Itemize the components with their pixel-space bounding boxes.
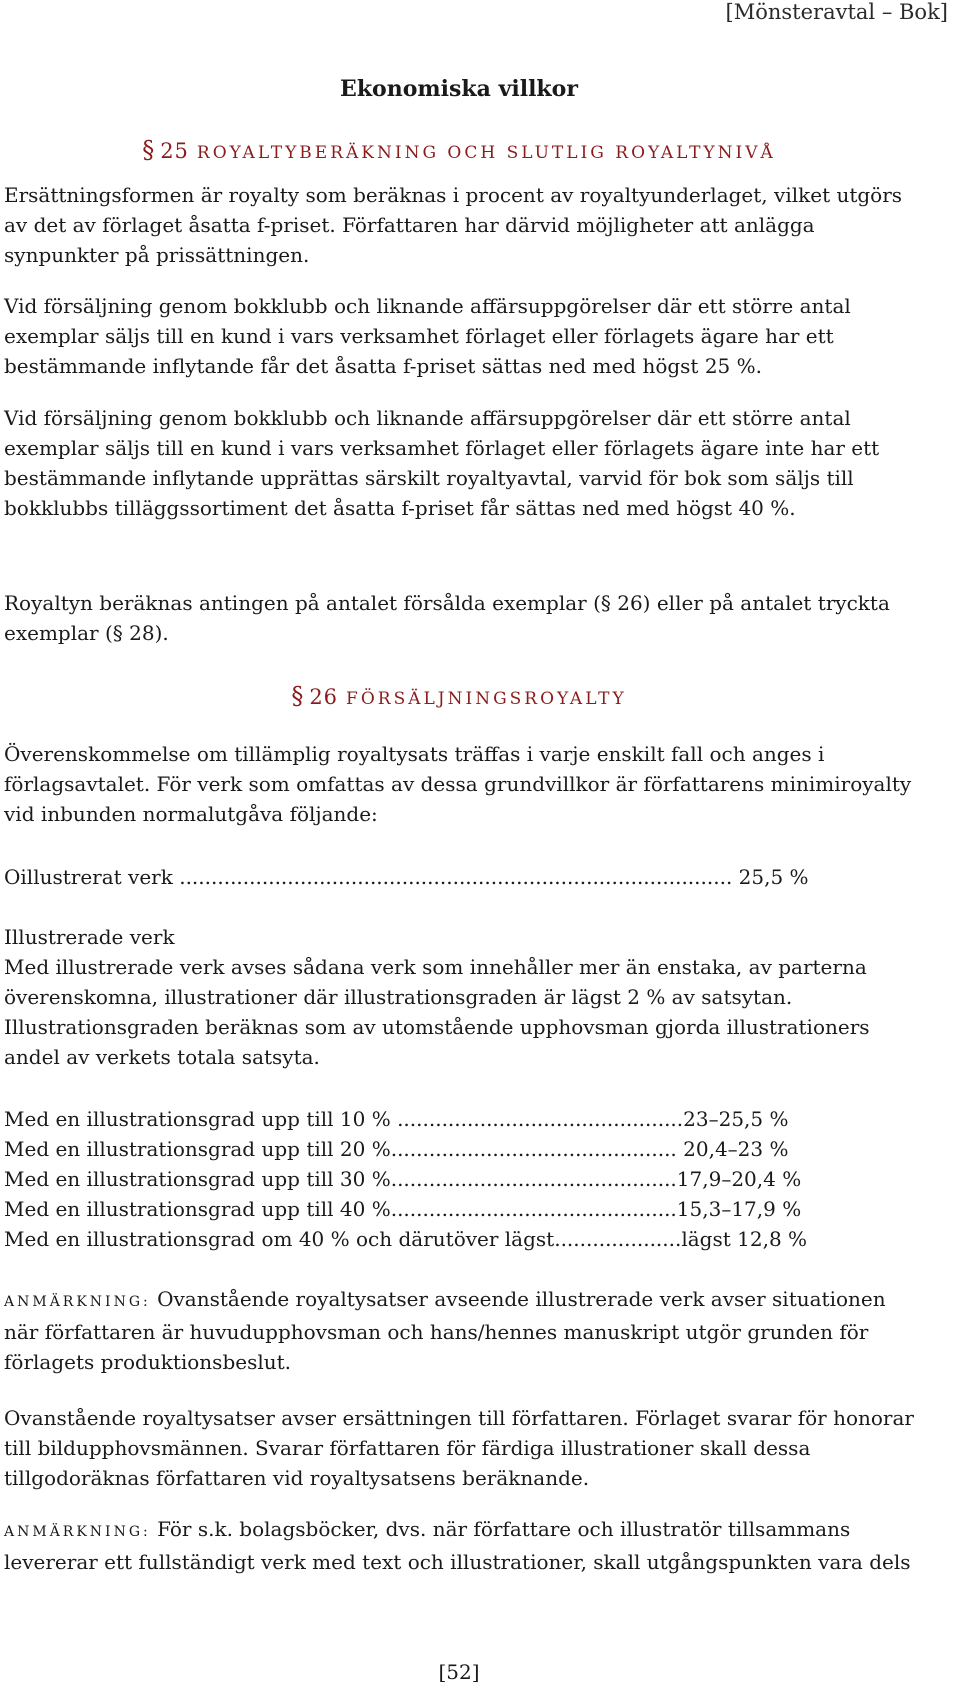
note-illustrated-royalty (4, 1284, 914, 1377)
paragraph-royalty-basis (4, 588, 914, 648)
page-number: [52] (438, 1660, 480, 1684)
paragraph-bookclub-independent (4, 403, 914, 523)
note-label: ANMÄRKNING: (4, 1294, 151, 1310)
text-line: vid inbunden normalutgåva följande: (4, 802, 378, 826)
text-line (4, 1514, 914, 1547)
royalty-line: Med en illustrationsgrad upp till 30 %.............................................17,9–20,4 % (4, 1167, 802, 1191)
text-line: tillgodoräknas författaren vid royaltysatsens beräknande. (4, 1466, 590, 1490)
text-line: exemplar (§ 28). (4, 621, 169, 645)
section-heading-25 (0, 136, 918, 164)
text-line: exemplar säljs till en kund i vars verksamhet förlaget eller förlagets ägare inte har ett (4, 436, 880, 460)
text-line: Illustrationsgraden beräknas som av utomstående upphovsman gjorda illustrationers (4, 1015, 870, 1039)
text-line: till bildupphovsmännen. Svarar författaren för färdiga illustrationer skall dessa (4, 1436, 811, 1460)
text-line: Illustrerade verk (4, 925, 175, 949)
paragraph-illustrated-works (4, 922, 914, 1072)
royalty-table-illustrated (4, 1104, 914, 1254)
text-line: överenskomna, illustrationer där illustrationsgraden är lägst 2 % av satsytan. (4, 985, 793, 1009)
section-number: 25 (160, 139, 189, 163)
royalty-line: Med en illustrationsgrad upp till 40 %.............................................15,3–17,9 % (4, 1197, 802, 1221)
text-line: levererar ett fullständigt verk med text och illustrationer, skall utgångspunkten vara dels (4, 1550, 911, 1574)
section-title: FÖRSÄLJNINGSROYALTY (346, 689, 627, 709)
royalty-line: Med en illustrationsgrad om 40 % och därutöver lägst....................lägst 12,8 % (4, 1227, 808, 1251)
section-sign: § (291, 682, 304, 710)
text-line: Vid försäljning genom bokklubb och liknande affärsuppgörelser där ett större antal (4, 294, 851, 318)
text-line: Överenskommelse om tillämplig royaltysats träffas i varje enskilt fall och anges i (4, 742, 825, 766)
paragraph-bookclub-owned (4, 291, 914, 381)
royalty-line-unillustrated: Oillustrerat verk ....................................................................................... 25,5 % (4, 865, 809, 889)
text-line: synpunkter på prissättningen. (4, 243, 310, 267)
text-line: Ersättningsformen är royalty som beräknas i procent av royaltyunderlaget, vilket utgörs (4, 183, 903, 207)
text-line: Royaltyn beräknas antingen på antalet försålda exemplar (§ 26) eller på antalet tryckta (4, 591, 890, 615)
text-line: Ovanstående royaltysatser avser ersättningen till författaren. Förlaget svarar för honorar (4, 1406, 914, 1430)
section-heading-26 (0, 682, 918, 710)
text-line: Med illustrerade verk avses sådana verk som innehåller mer än enstaka, av parterna (4, 955, 867, 979)
section-number: 26 (309, 685, 339, 709)
text-line: Vid försäljning genom bokklubb och liknande affärsuppgörelser där ett större antal (4, 406, 851, 430)
note-text: För s.k. bolagsböcker, dvs. när författare och illustratör tillsammans (150, 1517, 851, 1541)
page-title: Ekonomiska villkor (340, 76, 578, 102)
text-line: förlagets produktionsbeslut. (4, 1350, 292, 1374)
text-line: andel av verkets totala satsyta. (4, 1045, 320, 1069)
text-line: bestämmande inflytande får det åsatta f-priset sättas ned med högst 25 %. (4, 354, 762, 378)
text-line (4, 1284, 914, 1317)
text-line: bestämmande inflytande upprättas särskilt royaltyavtal, varvid för bok som säljs till (4, 466, 854, 490)
paragraph-illustrator-fees (4, 1403, 914, 1493)
section-title: ROYALTYBERÄKNING OCH SLUTLIG ROYALTYNIVÅ (196, 143, 776, 163)
text-line: av det av förlaget åsatta f-priset. Författaren har därvid möjligheter att anlägga (4, 213, 815, 237)
note-label: ANMÄRKNING: (4, 1524, 151, 1540)
paragraph-agreement (4, 739, 914, 829)
text-line: förlagsavtalet. För verk som omfattas av dessa grundvillkor är författarens minimiroyalty (4, 772, 912, 796)
royalty-line: Med en illustrationsgrad upp till 20 %............................................. 20,4–23 % (4, 1137, 789, 1161)
note-company-books (4, 1514, 914, 1577)
text-line: bokklubbs tilläggssortiment det åsatta f-priset får sättas ned med högst 40 %. (4, 496, 796, 520)
section-sign: § (142, 136, 155, 164)
royalty-line: Med en illustrationsgrad upp till 10 % .............................................23–25,5 % (4, 1107, 789, 1131)
note-text: Ovanstående royaltysatser avseende illustrerade verk avser situationen (150, 1287, 886, 1311)
document-header-tag: [Mönsteravtal – Bok] (725, 0, 948, 24)
text-line: när författaren är huvudupphovsman och hans/hennes manuskript utgör grunden för (4, 1320, 869, 1344)
paragraph-royalty-form (4, 180, 914, 270)
text-line: exemplar säljs till en kund i vars verksamhet förlaget eller förlagets ägare har ett (4, 324, 834, 348)
